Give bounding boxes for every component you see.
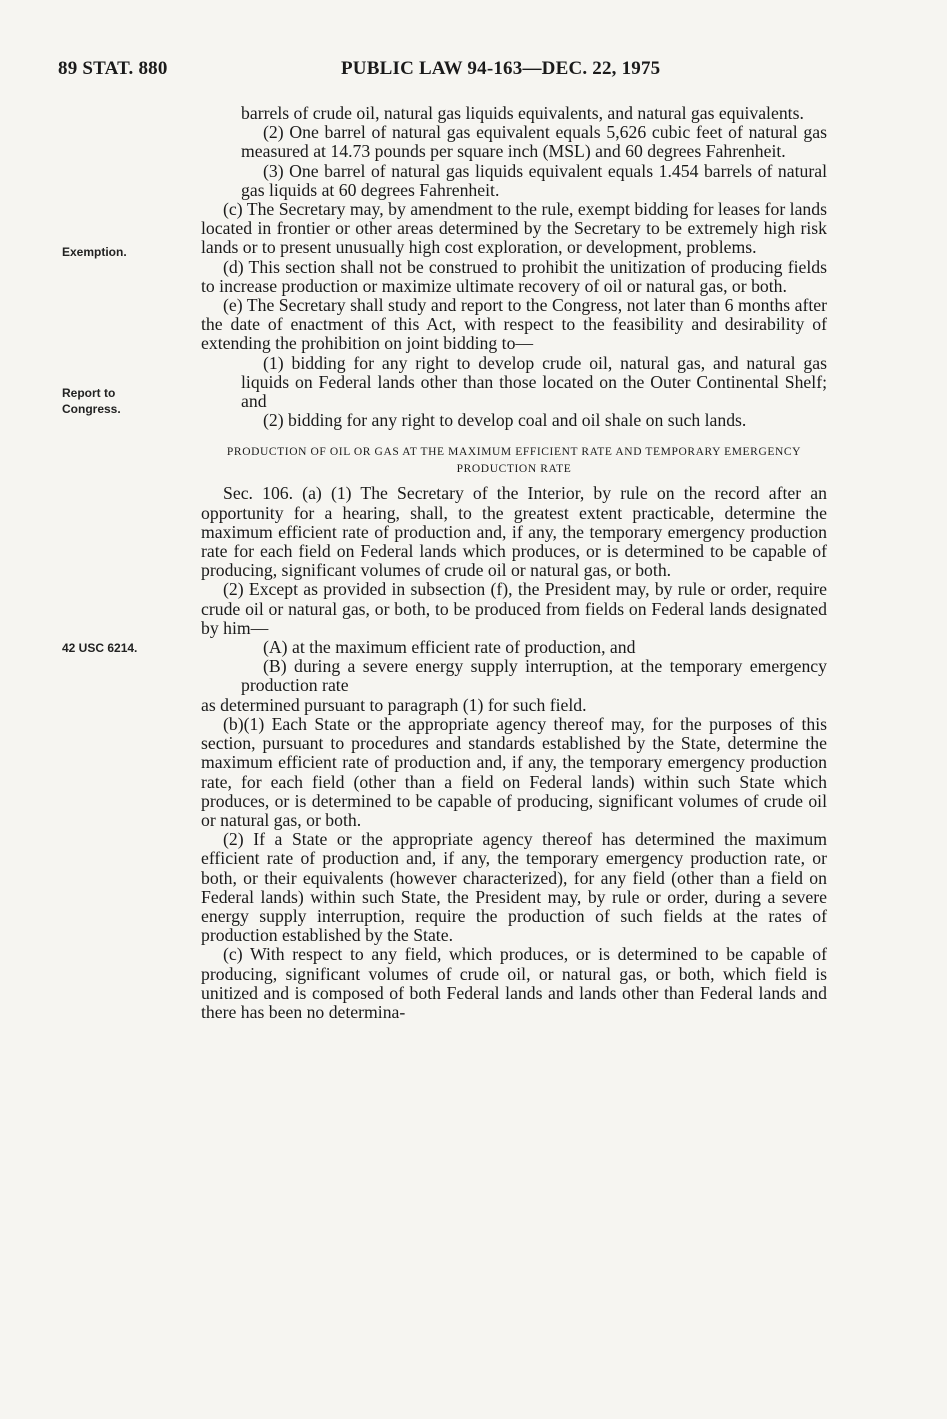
paragraph-continuation: barrels of crude oil, natural gas liquids equivalents, and natural gas equivalents. [241,103,804,123]
paragraph-as-determined: as determined pursuant to paragraph (1) for such field. [201,694,587,715]
paragraph-e1-bidding: (1) bidding for any right to develop crude oil, natural gas, and natural gas liquids on Federal lands other than those located on the Outer Continental Shelf; and [241,352,827,412]
paragraph-e-report: (e) The Secretary shall study and report to the Congress, not later than 6 months after the date of enactment of this Act, with respect to the feasibility and desirability of extending the prohibition on joint bidding to— [201,295,827,354]
paragraph-sec-106-a1: Sec. 106. (a) (1) The Secretary of the Interior, by rule on the record after an opportunity for a hearing, shall, to the greatest extent practicable, determine the maximum efficient rate of production and, if any, the temporary emergency production rate for each field on Federal lands which produces, or is determined to be capable of producing, significant volumes of crude oil or natural gas, or both. [201,483,827,581]
paragraph-A-max-rate: (A) at the maximum efficient rate of production, and [263,637,636,658]
paragraph-B-emergency-rate: (B) during a severe energy supply interruption, at the temporary emergency production rate [241,656,827,696]
paragraph-b2-state-rates: (2) If a State or the appropriate agency thereof has determined the maximum efficient rate of production and, if any, the temporary emergency production rate, or both, or their equivalents (however characterized), for any field (other than a field on Federal lands) within such State, the President may, by rule or order, during a severe energy supply interruption, require the production of such fields at the rates of production established by the State. [201,829,827,946]
paragraph-ngl-equivalent: (3) One barrel of natural gas liquids equivalent equals 1.454 barrels of natural gas liquids at 60 degrees Fahrenheit. [241,160,827,200]
margin-note-usc-citation: 42 USC 6214. [62,641,138,655]
page-number-header: 89 STAT. 880 [58,58,168,79]
margin-note-exemption: Exemption. [62,245,127,259]
statute-body [201,104,827,1022]
public-law-header: PUBLIC LAW 94-163—DEC. 22, 1975 [341,58,661,79]
paragraph-a2-president: (2) Except as provided in subsection (f), the President may, by rule or order, require crude oil or natural gas, or both, to be produced from fields on Federal lands designated by him— [201,579,827,638]
section-heading: PRODUCTION OF OIL OR GAS AT THE MAXIMUM EFFICIENT RATE AND TEMPORARY EMERGENCY PRODUCTION RATE [226,446,802,476]
paragraph-natural-gas-equivalent: (2) One barrel of natural gas equivalent equals 5,626 cubic feet of natural gas measured at 14.73 pounds per square inch (MSL) and 60 degrees Fahrenheit. [241,122,827,162]
paragraph-e2-bidding: (2) bidding for any right to develop coal and oil shale on such lands. [263,410,747,431]
paragraph-b1-state: (b)(1) Each State or the appropriate agency thereof may, for the purposes of this section, pursuant to procedures and standards established by the State, determine the maximum efficient rate of production and, if any, the temporary emergency production rate, for each field (other than a field on Federal lands) within such State which produces, or is determined to be capable of producing, significant volumes of crude oil or natural gas, or both. [201,713,827,830]
paragraph-c-unitized-field: (c) With respect to any field, which produces, or is determined to be capable of producing, significant volumes of crude oil, or natural gas, or both, which field is unitized and is composed of both Federal lands and lands other than Federal lands and there has been no determina- [201,944,827,1022]
margin-note-report-to-congress: Report to Congress. [62,386,121,416]
paragraph-c-exemption: (c) The Secretary may, by amendment to the rule, exempt bidding for leases for lands located in frontier or other areas determined by the Secretary to be extremely high risk lands or to present unusually high cost exploration, or development, problems. [201,199,827,258]
paragraph-d-unitization: (d) This section shall not be construed to prohibit the unitization of producing fields to increase production or maximize ultimate recovery of oil or natural gas, or both. [201,256,827,296]
